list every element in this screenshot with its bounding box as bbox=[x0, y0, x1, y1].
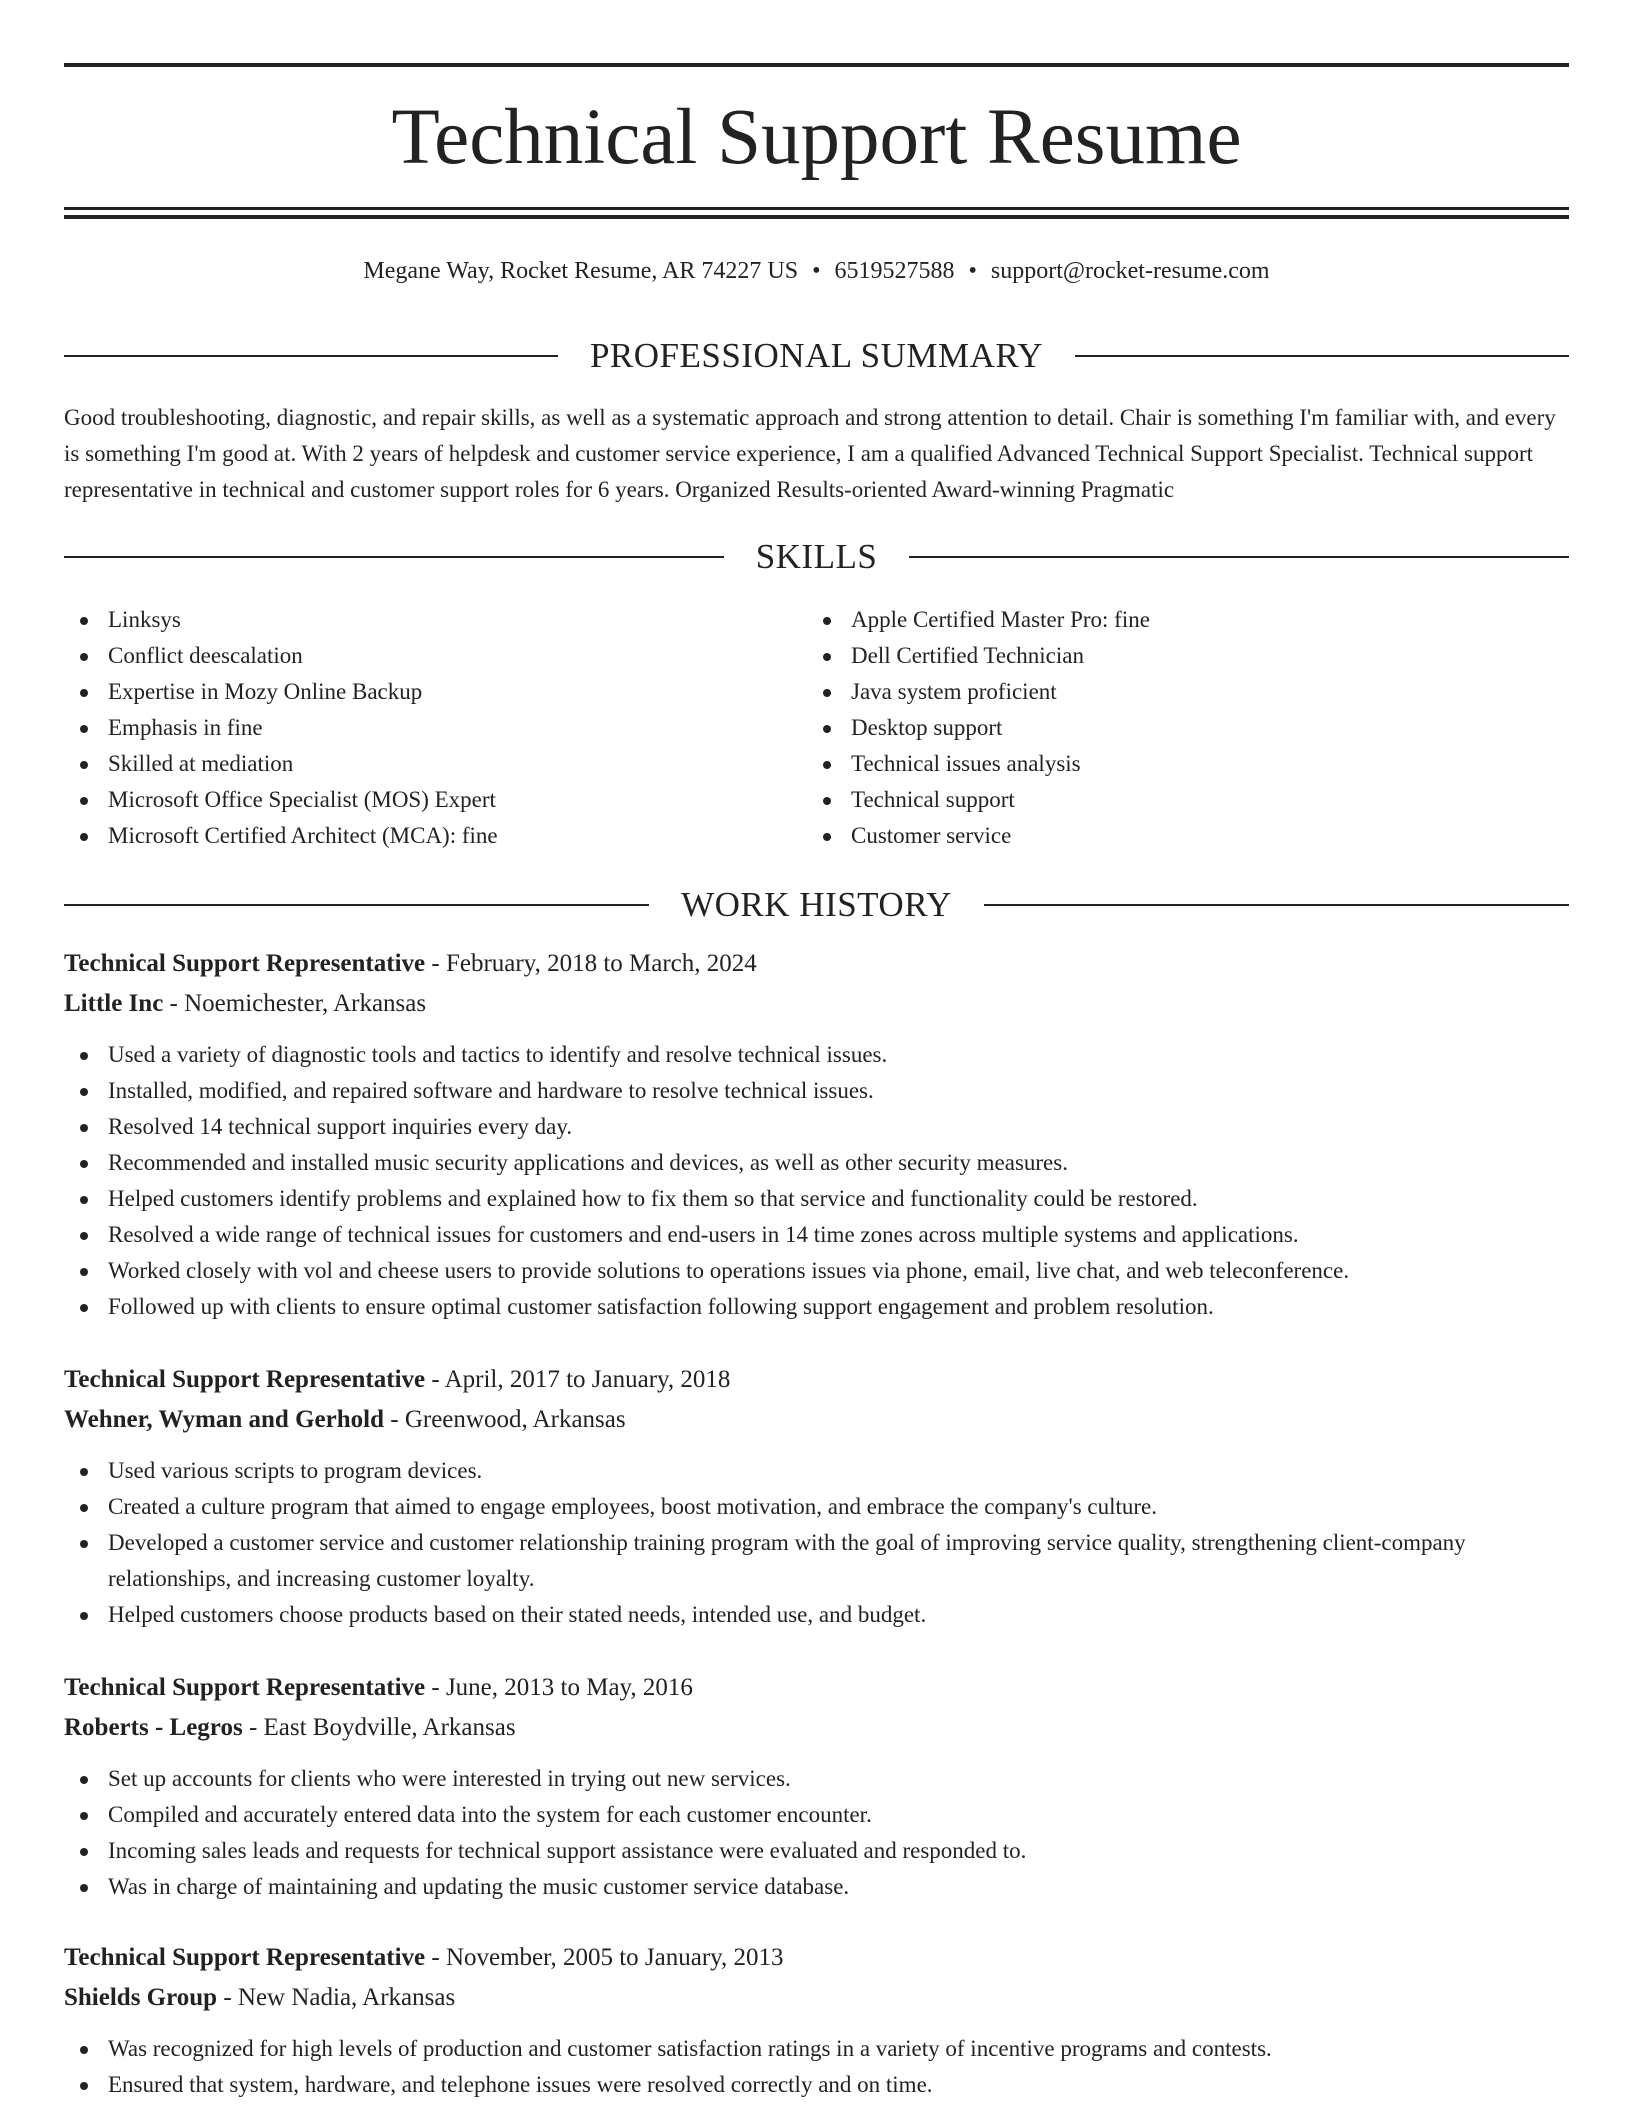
job-title: Technical Support Representative bbox=[64, 1366, 426, 1393]
contact-separator: • bbox=[812, 258, 821, 284]
list-item: Created a culture program that aimed to engage employees, boost motivation, and embrace the company's culture. bbox=[64, 1489, 1569, 1525]
list-item: Technical issues analysis bbox=[807, 746, 1567, 782]
heading-rule-right bbox=[909, 556, 1569, 558]
skills-column-left bbox=[64, 602, 804, 854]
job-dash: - bbox=[425, 1674, 446, 1701]
job-employer bbox=[64, 1400, 1569, 1440]
list-item: Microsoft Certified Architect (MCA): fine bbox=[64, 818, 804, 854]
job-employer bbox=[64, 1708, 1569, 1748]
job-dash: - bbox=[383, 1406, 405, 1433]
list-item: Recommended and installed music security applications and devices, as well as other security measures. bbox=[64, 1145, 1569, 1181]
title-underline-top bbox=[64, 207, 1569, 210]
contact-phone: 6519527588 bbox=[834, 258, 955, 284]
list-item: Emphasis in fine bbox=[64, 710, 804, 746]
company-name: Roberts - Legros bbox=[64, 1714, 243, 1741]
company-name: Little Inc bbox=[64, 990, 164, 1017]
list-item: Compiled and accurately entered data into the system for each customer encounter. bbox=[64, 1797, 1569, 1833]
list-item: Resolved 14 technical support inquiries every day. bbox=[64, 1109, 1569, 1145]
job-dash: - bbox=[217, 1984, 238, 2011]
company-name: Shields Group bbox=[64, 1984, 218, 2011]
heading-rule-left bbox=[64, 355, 558, 357]
section-title: SKILLS bbox=[755, 537, 878, 576]
job-duties bbox=[64, 1453, 1569, 1633]
list-item: Customer service bbox=[807, 818, 1567, 854]
list-item: Linksys bbox=[64, 602, 804, 638]
company-location: East Boydville, Arkansas bbox=[263, 1714, 516, 1741]
job-dash: - bbox=[163, 990, 185, 1017]
job-heading bbox=[64, 944, 1569, 984]
heading-rule-left bbox=[64, 904, 649, 906]
list-item: Followed up with clients to ensure optimal customer satisfaction following support engagement and problem resolution. bbox=[64, 1289, 1569, 1325]
skills-list-right bbox=[807, 602, 1567, 854]
job-heading bbox=[64, 1360, 1569, 1400]
section-title: PROFESSIONAL SUMMARY bbox=[589, 336, 1044, 375]
list-item: Was recognized for high levels of production and customer satisfaction ratings in a variety of incentive programs and contests. bbox=[64, 2031, 1569, 2067]
top-rule bbox=[64, 63, 1569, 67]
job-dash: - bbox=[425, 1944, 446, 1971]
heading-rule-right bbox=[984, 904, 1569, 906]
company-location: Greenwood, Arkansas bbox=[404, 1406, 626, 1433]
list-item: Resolved a wide range of technical issues for customers and end-users in 14 time zones across multiple systems and applications. bbox=[64, 1217, 1569, 1253]
contact-separator: • bbox=[968, 258, 977, 284]
job-heading bbox=[64, 1668, 1569, 1708]
list-item: Ensured that system, hardware, and telephone issues were resolved correctly and on time. bbox=[64, 2067, 1569, 2103]
list-item: Installed, modified, and repaired software and hardware to resolve technical issues. bbox=[64, 1073, 1569, 1109]
list-item: Worked closely with vol and cheese users to provide solutions to operations issues via phone, email, live chat, and web teleconference. bbox=[64, 1253, 1569, 1289]
company-location: New Nadia, Arkansas bbox=[237, 1984, 456, 2011]
list-item: Developed a customer service and customer relationship training program with the goal of improving service quality, strengthening client-company relationships, and increasing customer loyalty. bbox=[64, 1525, 1569, 1597]
section-heading-work bbox=[64, 885, 1569, 925]
job-title: Technical Support Representative bbox=[64, 1944, 426, 1971]
heading-rule-right bbox=[1075, 355, 1569, 357]
company-location: Noemichester, Arkansas bbox=[184, 990, 427, 1017]
list-item: Helped customers identify problems and explained how to fix them so that service and functionality could be restored. bbox=[64, 1181, 1569, 1217]
job-employer bbox=[64, 1978, 1569, 2018]
title-underline-bottom bbox=[64, 215, 1569, 219]
list-item: Set up accounts for clients who were interested in trying out new services. bbox=[64, 1761, 1569, 1797]
job-employer bbox=[64, 984, 1569, 1024]
job-entry bbox=[64, 1938, 1569, 2103]
heading-rule-left bbox=[64, 556, 724, 558]
list-item: Java system proficient bbox=[807, 674, 1567, 710]
job-dash: - bbox=[242, 1714, 264, 1741]
job-dates: February, 2018 to March, 2024 bbox=[445, 950, 757, 977]
list-item: Used various scripts to program devices. bbox=[64, 1453, 1569, 1489]
list-item: Desktop support bbox=[807, 710, 1567, 746]
job-dash: - bbox=[425, 950, 446, 977]
job-dates: June, 2013 to May, 2016 bbox=[445, 1674, 693, 1701]
contact-line bbox=[64, 254, 1569, 288]
company-name: Wehner, Wyman and Gerhold bbox=[64, 1406, 384, 1433]
list-item: Expertise in Mozy Online Backup bbox=[64, 674, 804, 710]
job-dates: April, 2017 to January, 2018 bbox=[444, 1366, 731, 1393]
job-duties bbox=[64, 2031, 1569, 2103]
list-item: Microsoft Office Specialist (MOS) Expert bbox=[64, 782, 804, 818]
job-entry bbox=[64, 1360, 1569, 1633]
job-title: Technical Support Representative bbox=[64, 1674, 426, 1701]
list-item: Helped customers choose products based on their stated needs, intended use, and budget. bbox=[64, 1597, 1569, 1633]
contact-email: support@rocket-resume.com bbox=[990, 258, 1270, 284]
contact-address: Megane Way, Rocket Resume, AR 74227 US bbox=[363, 258, 799, 284]
summary-text: Good troubleshooting, diagnostic, and repair skills, as well as a systematic approach and strong attention to detail. Chair is something I'm familiar with, and every is something I'm good at. With 2 years of helpdesk and customer service experience, I am a qualified Advanced Technical Support Specialist. Technical support representative in technical and customer support roles for 6 years. Organized Results-oriented Award-winning Pragmatic bbox=[64, 405, 1556, 502]
list-item: Was in charge of maintaining and updating the music customer service database. bbox=[64, 1869, 1569, 1905]
job-duties bbox=[64, 1761, 1569, 1905]
resume-title: Technical Support Resume bbox=[391, 94, 1242, 181]
list-item: Skilled at mediation bbox=[64, 746, 804, 782]
list-item: Technical support bbox=[807, 782, 1567, 818]
skills-column-right bbox=[807, 602, 1567, 854]
job-entry bbox=[64, 1668, 1569, 1905]
section-title: WORK HISTORY bbox=[681, 885, 952, 924]
job-dash: - bbox=[425, 1366, 445, 1393]
job-heading bbox=[64, 1938, 1569, 1978]
job-entry bbox=[64, 944, 1569, 1325]
job-title: Technical Support Representative bbox=[64, 950, 426, 977]
job-dates: November, 2005 to January, 2013 bbox=[445, 1944, 784, 1971]
list-item: Used a variety of diagnostic tools and tactics to identify and resolve technical issues. bbox=[64, 1037, 1569, 1073]
list-item: Apple Certified Master Pro: fine bbox=[807, 602, 1567, 638]
section-heading-skills bbox=[64, 537, 1569, 577]
section-heading-summary bbox=[64, 336, 1569, 376]
list-item: Dell Certified Technician bbox=[807, 638, 1567, 674]
list-item: Conflict deescalation bbox=[64, 638, 804, 674]
job-duties bbox=[64, 1037, 1569, 1325]
skills-list-left bbox=[64, 602, 804, 854]
list-item: Incoming sales leads and requests for technical support assistance were evaluated and responded to. bbox=[64, 1833, 1569, 1869]
